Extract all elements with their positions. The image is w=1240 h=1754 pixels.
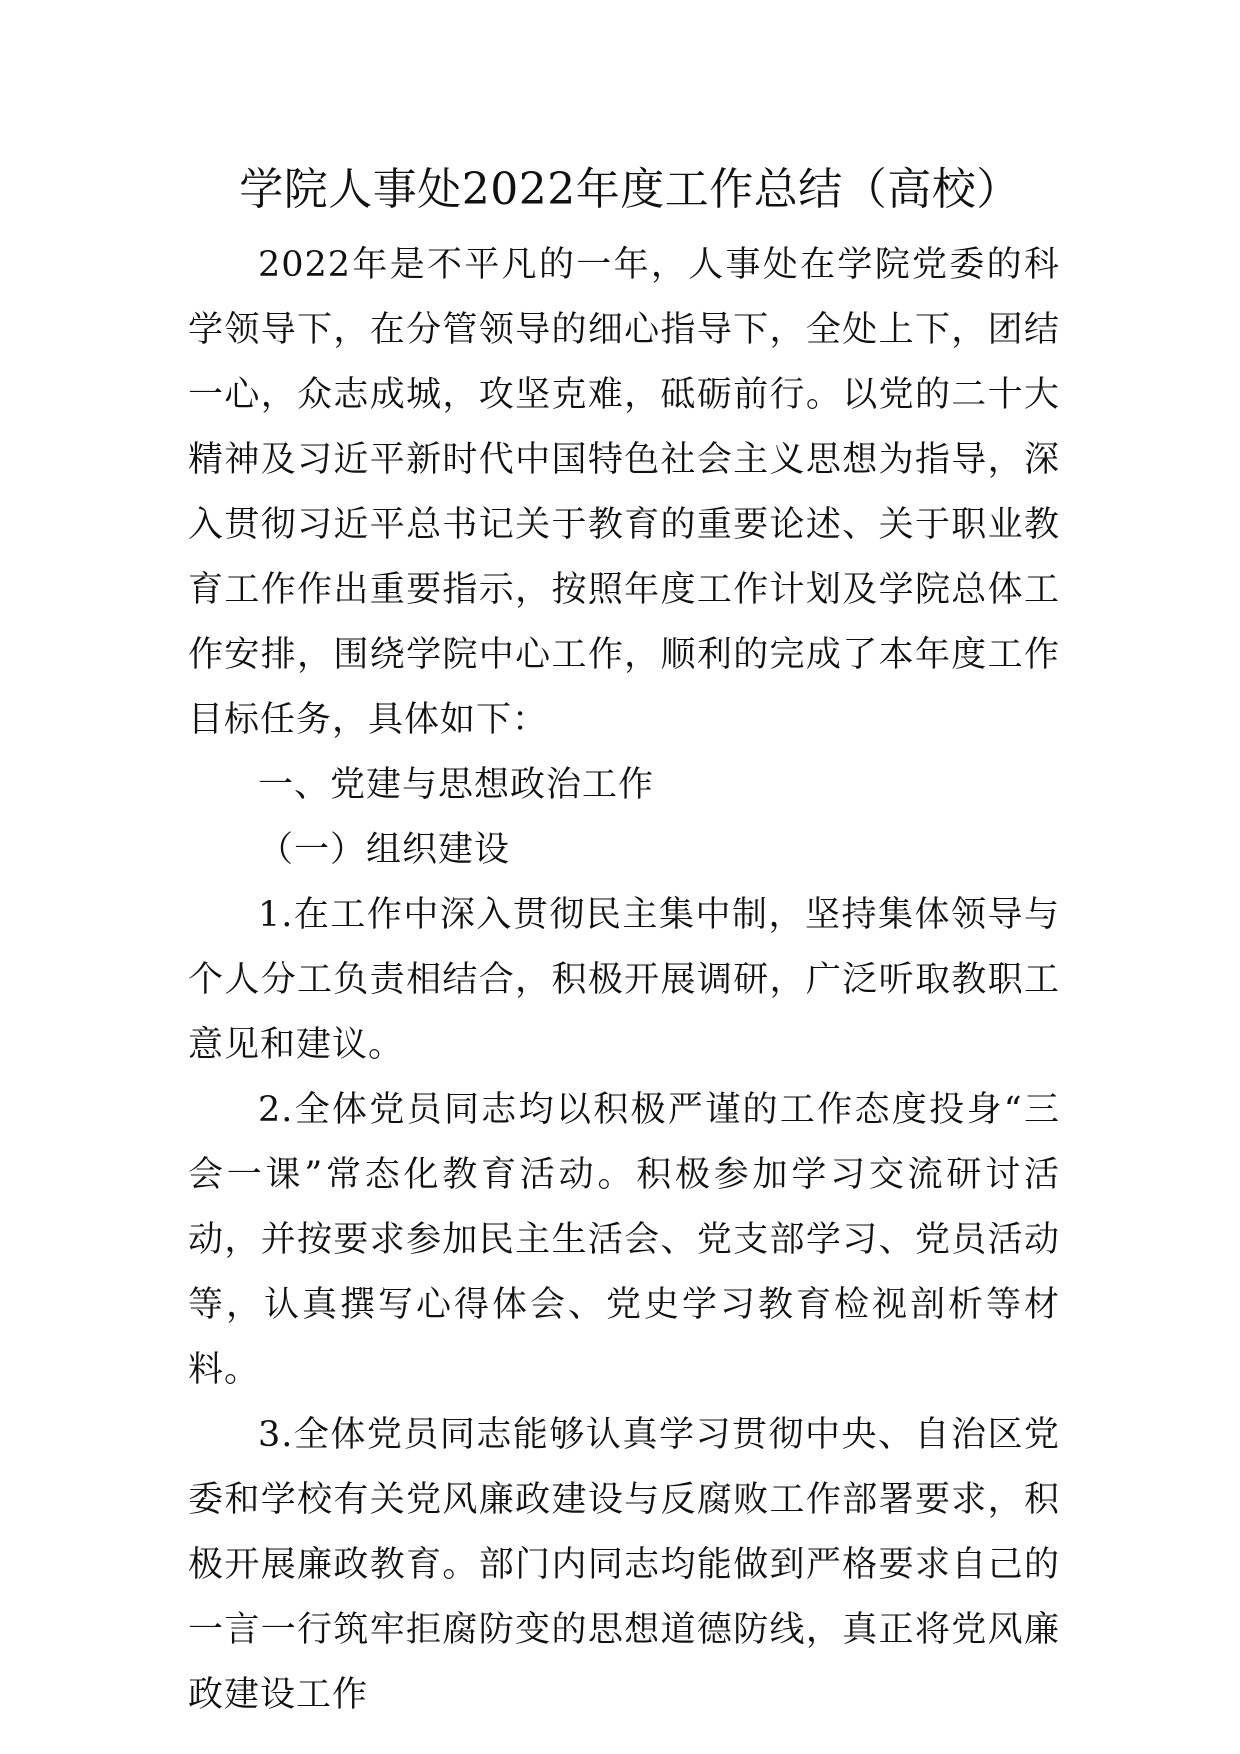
item-paragraph-3: 3.全体党员同志能够认真学习贯彻中央、自治区党委和学校有关党风廉政建设与反腐败工作部署要求，积极开展廉政教育。部门内同志均能做到严格要求自己的一言一行筑牢拒腐防变的思想道德防线，真正将党风廉政建设工作 (188, 1415, 1060, 1715)
item-paragraph-2: 2.全体党员同志均以积极严谨的工作态度投身“三会一课”常态化教育活动。积极参加学习交流研讨活动，并按要求参加民主生活会、党支部学习、党员活动等，认真撰写心得体会、党史学习教育检视剖析等材料。 (188, 1090, 1060, 1390)
document-body (188, 233, 1060, 1728)
subsection-heading: （一）组织建设 (258, 830, 511, 870)
document-title: 学院人事处2022年度工作总结（高校） (239, 164, 1021, 215)
item-paragraph-1: 1.在工作中深入贯彻民主集中制，坚持集体领导与个人分工负责相结合，积极开展调研，广泛听取教职工意见和建议。 (188, 895, 1060, 1065)
intro-paragraph: 2022年是不平凡的一年，人事处在学院党委的科学领导下，在分管领导的细心指导下，全处上下，团结一心，众志成城，攻坚克难，砥砺前行。以党的二十大精神及习近平新时代中国特色社会主义思想为指导，深入贯彻习近平总书记关于教育的重要论述、关于职业教育工作作出重要指示，按照年度工作计划及学院总体工作安排，围绕学院中心工作，顺利的完成了本年度工作目标任务，具体如下： (188, 245, 1060, 740)
section-heading: 一、党建与思想政治工作 (258, 765, 655, 805)
